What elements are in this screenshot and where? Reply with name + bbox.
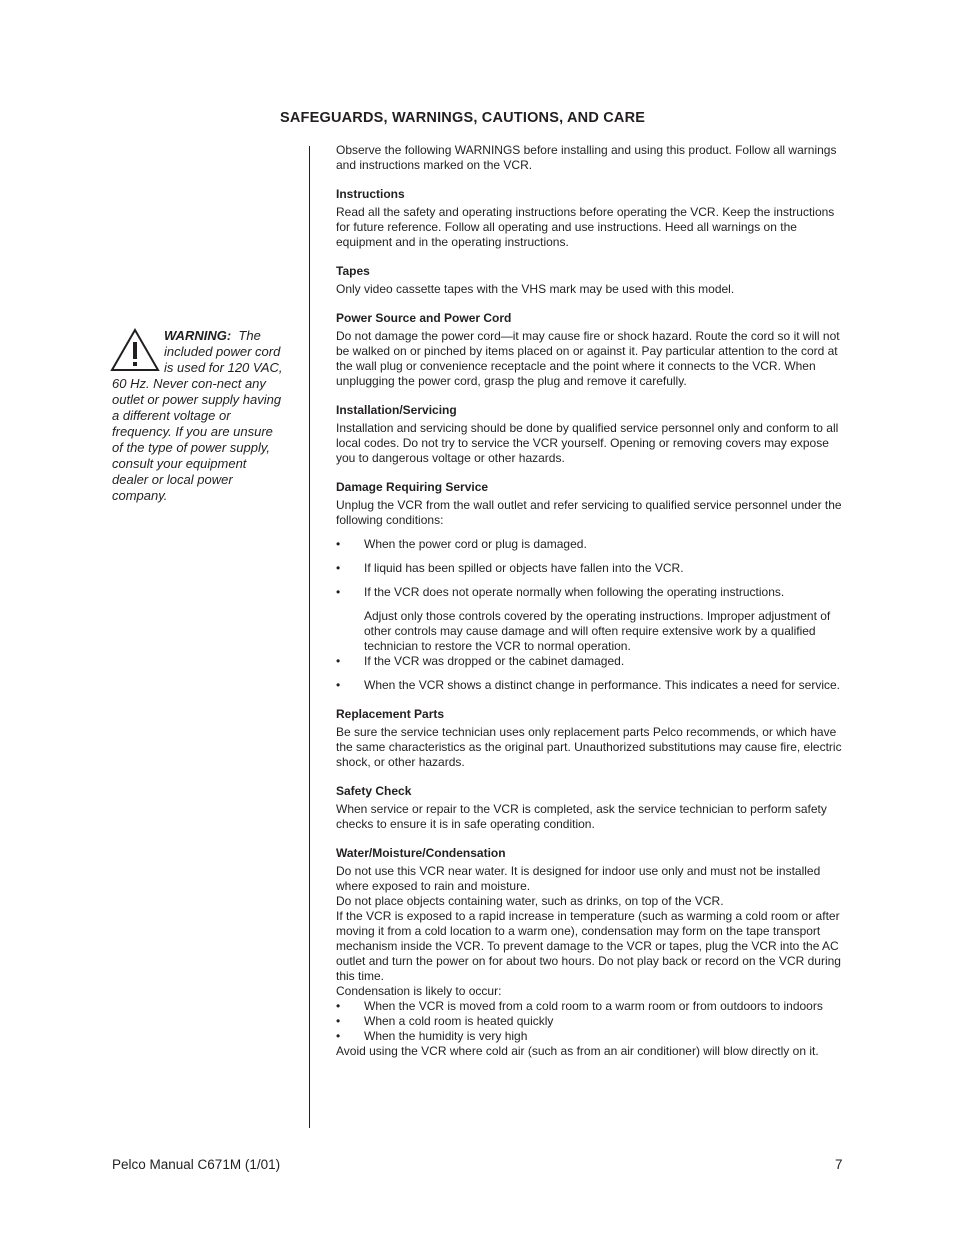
section-body: Installation and servicing should be done by qualified service personnel only and conform to all local codes. Do not try to service the VCR yourself. Opening or removing covers may expose you to dangerous voltage or other hazards.: [336, 421, 839, 465]
section-body: Unplug the VCR from the wall outlet and refer servicing to qualified service personnel under the following conditions:: [336, 498, 842, 527]
list-item: • If the VCR does not operate normally when following the operating instructions.: [336, 585, 848, 600]
warning-label: WARNING:: [164, 328, 232, 343]
list-item: • When the power cord or plug is damaged.: [336, 537, 848, 552]
section-heading: Power Source and Power Cord: [336, 311, 512, 325]
page-number: 7: [835, 1157, 843, 1172]
warning-sidebar: [112, 328, 284, 504]
margin-rule: [309, 146, 310, 1128]
section-heading: Damage Requiring Service: [336, 480, 489, 494]
section-heading: Instructions: [336, 187, 405, 201]
adjustment-note: Adjust only those controls covered by the operating instructions. Improper adjustment of other controls may cause damage and will often require extensive work by a qualified technician to restore the VCR to normal operation.: [364, 609, 831, 653]
section-body: Read all the safety and operating instructions before operating the VCR. Keep the instructions for future reference. Follow all operating and use instructions. Heed all warnings on the equipment and in the operating instructions.: [336, 205, 835, 249]
list-item: • When a cold room is heated quickly: [336, 1014, 848, 1029]
section-heading: Installation/Servicing: [336, 403, 457, 417]
list-item: • If liquid has been spilled or objects have fallen into the VCR.: [336, 561, 848, 576]
section-tapes: [336, 264, 848, 297]
section-replacement-parts: [336, 707, 848, 770]
section-paragraph: If the VCR is exposed to a rapid increase in temperature (such as warming a cold room or after moving it from a cold location to a warm one), condensation may form on the tape transport mechanism inside the VCR. To prevent damage to the VCR or tapes, plug the VCR into the AC outlet and turn the power on for about two hours. Do not play back or record on the VCR during this time.: [336, 909, 841, 983]
section-body: Only video cassette tapes with the VHS mark may be used with this model.: [336, 282, 735, 296]
list-item: • If the VCR was dropped or the cabinet damaged.: [336, 654, 848, 669]
section-body: Be sure the service technician uses only replacement parts Pelco recommends, or which have the same characteristics as the original part. Unauthorized substitutions may cause fire, electric shock, or other hazards.: [336, 725, 842, 769]
section-power-source: [336, 311, 848, 389]
section-heading: Tapes: [336, 264, 370, 278]
condensation-list: [336, 999, 848, 1044]
list-item: • When the humidity is very high: [336, 1029, 848, 1044]
warning-text: The included power cord is used for 120 VAC, 60 Hz. Never con-nect any outlet or power supply having a different voltage or frequency. If you are unsure of the type of power supply, consult your equipment dealer or local power company.: [112, 328, 283, 503]
section-water-moisture: [336, 846, 848, 1059]
main-content: [336, 143, 848, 1059]
damage-conditions-list-continued: [336, 654, 848, 693]
section-paragraph: Do not place objects containing water, such as drinks, on top of the VCR.: [336, 894, 724, 908]
page-title: SAFEGUARDS, WARNINGS, CAUTIONS, AND CARE: [280, 110, 646, 126]
list-item: • When the VCR is moved from a cold room to a warm room or from outdoors to indoors: [336, 999, 848, 1014]
section-safety-check: [336, 784, 848, 832]
section-installation: [336, 403, 848, 466]
damage-conditions-list: [336, 537, 848, 600]
section-heading: Water/Moisture/Condensation: [336, 846, 506, 860]
section-body: When service or repair to the VCR is completed, ask the service technician to perform safety checks to ensure it is in safe operating condition.: [336, 802, 827, 831]
section-heading: Replacement Parts: [336, 707, 445, 721]
section-heading: Safety Check: [336, 784, 412, 798]
section-paragraph: Do not use this VCR near water. It is designed for indoor use only and must not be installed where exposed to rain and moisture.: [336, 864, 821, 893]
section-closing: Avoid using the VCR where cold air (such as from an air conditioner) will blow directly on it.: [336, 1044, 819, 1058]
footer-manual-id: Pelco Manual C671M (1/01): [112, 1157, 281, 1172]
intro-paragraph: Observe the following WARNINGS before installing and using this product. Follow all warnings and instructions marked on the VCR.: [336, 143, 837, 172]
warning-triangle-icon: [110, 328, 160, 372]
section-body: Do not damage the power cord—it may cause fire or shock hazard. Route the cord so it will not be walked on or pinched by items placed on or against it. Pay particular attention to the cord at the wall plug or convenience receptacle and the point where it connects to the VCR. When unplugging the power cord, grasp the plug and remove it carefully.: [336, 329, 840, 388]
list-item: • When the VCR shows a distinct change in performance. This indicates a need for service.: [336, 678, 848, 693]
section-paragraph: Condensation is likely to occur:: [336, 984, 502, 998]
section-damage-service: [336, 480, 848, 693]
section-instructions: [336, 187, 848, 250]
